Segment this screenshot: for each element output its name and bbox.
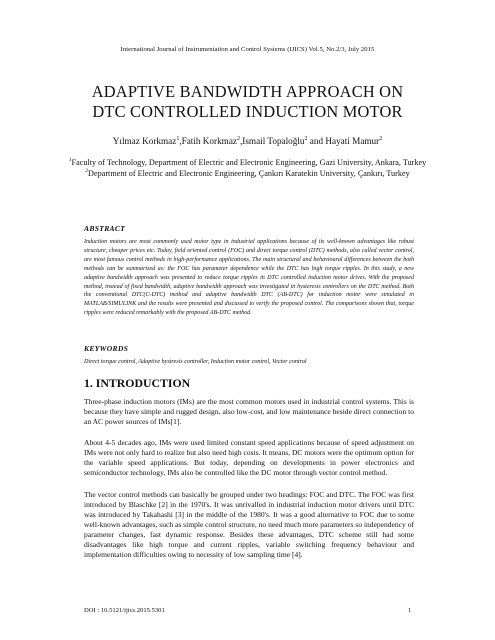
abstract-heading: ABSTRACT [84, 224, 126, 233]
affiliation-text: Department of Electric and Electronic Engineering, Çankırı Karatekin University, Çankırı, Turkey [88, 169, 410, 178]
affiliation [60, 157, 435, 168]
doi-footer: DOI : 10.5121/ijics.2015.5301 [84, 607, 165, 614]
author-name: and Hayati Mamur [307, 136, 380, 146]
paper-title [40, 82, 455, 122]
author-affiliation-mark: 2 [236, 136, 240, 142]
author-name: ,Fatih Korkmaz [179, 136, 237, 146]
author-affiliation-mark: 2 [379, 136, 383, 142]
affiliation [60, 168, 435, 179]
author-affiliation-mark: 1 [176, 136, 180, 142]
affiliation-mark: 1 [68, 157, 72, 163]
keywords-heading: KEYWORDS [84, 344, 129, 353]
author-name: ,Ismail Topaloğlu [239, 136, 305, 146]
title-line-1: ADAPTIVE BANDWIDTH APPROACH ON [91, 82, 404, 101]
keywords-text: Direct torque control, Adaptive hystresis controller, Induction motor control, Vector control [84, 359, 307, 365]
title-line-2: DTC CONTROLLED INDUCTION MOTOR [92, 102, 403, 121]
affiliation-mark: 2 [85, 168, 89, 174]
affiliations [60, 157, 435, 179]
body-paragraph: About 4-5 decades ago, IMs were used limited constant speed applications because of speed adjustment on IMs were not only hard to realize but also need high costs. It means, DC motors were the optimum option for the variable speed applications. But today, depending on developments in power electronics and semiconductor technology, IMs also be controlled like the DC motor through vector control method. [84, 438, 414, 478]
page-number: 1 [408, 607, 412, 614]
journal-header: International Journal of Instrumentation and Control Systems (IJICS) Vol.5, No.2/3, July 2015 [120, 46, 375, 53]
abstract-text: Induction motors are most commonly used motor type in industrial applications because of its well-known advantages like robust structure, cheaper prices etc. Today, field oriented control (FOC) and direct torque control (DTC) methods, also called vector control, are most famous control methods in high-performance applications. The main structural and behavioural differences between the both methods can be summarized as: the FOC has parameter dependence while the DTC has high torque ripples. In this study, a new adaptive bandwidth approach was presented to reduce torque ripples in DTC controlled induction motor drives. With the proposed method, instead of fixed bandwidth, adaptive bandwidth approach was investigated in hysteresis controllers on the DTC method. Both the conventional DTC(C-DTC) method and adaptive bandwidth DTC (AB-DTC) for induction motor were simulated in MATLAB/SIMULINK and the results were presented and discussed to verify the proposed control. The comparisons shown that, torque ripples were reduced remarkably with the proposed AB-DTC method. [84, 239, 414, 317]
body-paragraph: Three-phase induction motors (IMs) are the most common motors used in industrial control systems. This is because they have simple and rugged design, also low-cost, and low maintenance beside direct connection to an AC power sources of IMs[1]. [84, 397, 414, 427]
affiliation-text: Faculty of Technology, Department of Electric and Electronic Engineering, Gazi University, Ankara, Turkey [71, 158, 427, 167]
author-name: Yılmaz Korkmaz [112, 136, 177, 146]
author-list [40, 136, 455, 146]
body-paragraph: The vector control methods can basically be grouped under two headings: FOC and DTC. The FOC was first introduced by Blaschke [2] in the 1970's. It was unrivalled in industrial induction motor drivers until DTC was introduced by Takahashi [3] in the middle of the 1980's. It was a good alternative to FOC due to some well-known advantages, such as simple control structure, no need much more parameters so independency of parameter changes, fast dynamic response. Besides these advantages, DTC scheme still had some disadvantages like high torque and current ripples, variable switching frequency behaviour and implementation difficulties owing to necessity of low sampling time [4]. [84, 490, 414, 560]
section-heading-introduction: 1. INTRODUCTION [84, 376, 191, 390]
author-affiliation-mark: 2 [304, 136, 308, 142]
